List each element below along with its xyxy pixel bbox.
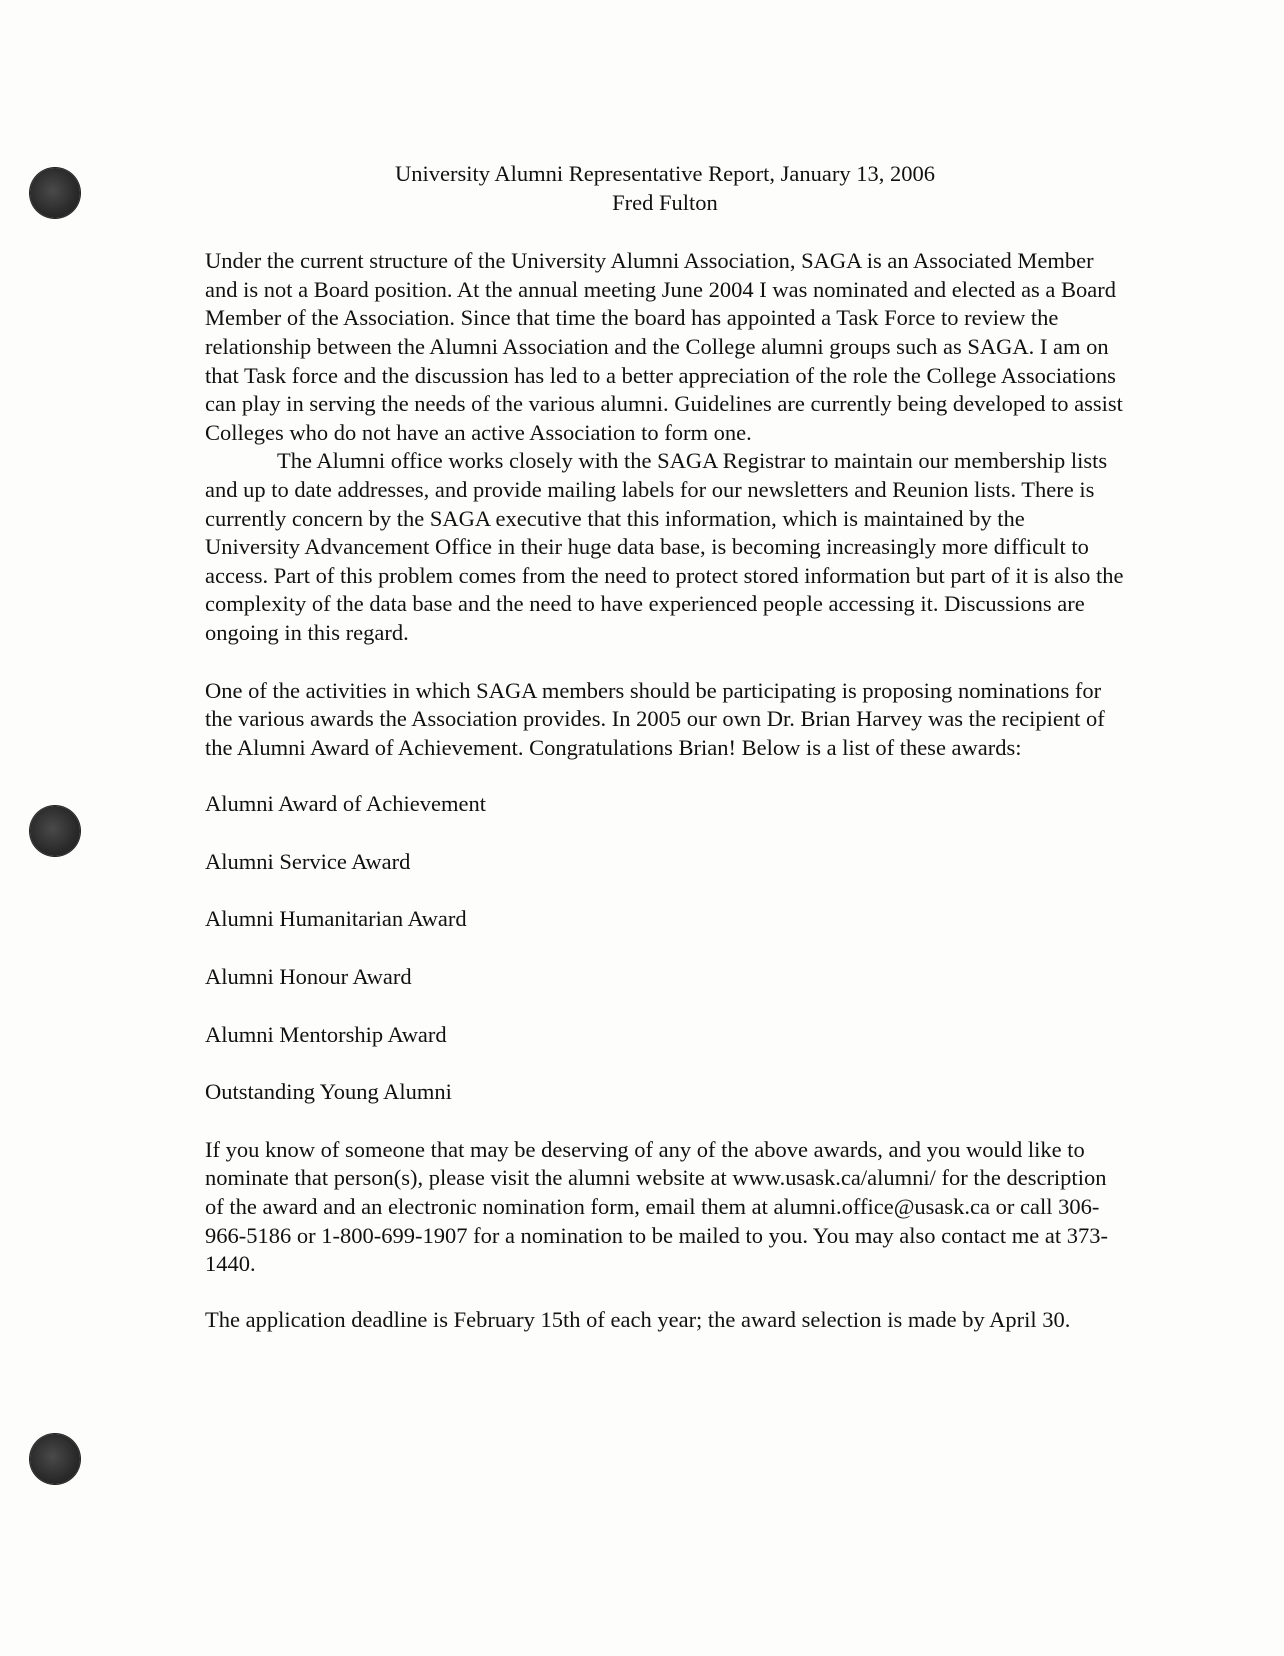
award-item: Alumni Honour Award <box>205 964 412 990</box>
paragraph-deadline: The application deadline is February 15th of each year; the award selection is made by April 30. <box>205 1306 1071 1332</box>
document-header <box>195 160 1135 217</box>
punch-hole-middle <box>30 806 80 856</box>
paragraph-structure: Under the current structure of the University Alumni Association, SAGA is an Associated Member and is not a Board position. At the annual meeting June 2004 I was nominated and elected as a Board Member of the Association. Since that time the board has appointed a Task Force to review the relationship between the Alumni Association and the College alumni groups such as SAGA. I am on that Task force and the discussion has led to a better appreciation of the role the College Associations can play in serving the needs of the various alumni. Guidelines are currently being developed to assist Colleges who do not have an active Association to form one. <box>205 248 1123 445</box>
document-title: University Alumni Representative Report, January 13, 2006 <box>395 161 935 186</box>
document-body <box>205 160 1125 1334</box>
paragraph-nomination: If you know of someone that may be deserving of any of the above awards, and you would like to nominate that person(s), please visit the alumni website at www.usask.ca/alumni/ for the description of the award and an electronic nomination form, email them at alumni.office@usask.ca or call 306-966-5186 or 1-800-699-1907 for a nomination to be mailed to you. You may also contact me at 373-1440. <box>205 1136 1108 1277</box>
award-item: Alumni Mentorship Award <box>205 1021 447 1047</box>
award-list <box>205 790 1125 1107</box>
award-item: Alumni Service Award <box>205 848 411 874</box>
award-item: Alumni Award of Achievement <box>205 791 486 817</box>
punch-hole-bottom <box>30 1434 80 1484</box>
paragraph-awards-intro: One of the activities in which SAGA members should be participating is proposing nominations for the various awards the Association provides. In 2005 our own Dr. Brian Harvey was the recipient of the Alumni Award of Achievement. Congratulations Brian! Below is a list of these awards: <box>205 677 1105 760</box>
award-item: Alumni Humanitarian Award <box>205 906 467 932</box>
award-item: Outstanding Young Alumni <box>205 1079 452 1105</box>
paragraph-membership: The Alumni office works closely with the SAGA Registrar to maintain our membership lists and up to date addresses, and provide mailing labels for our newsletters and Reunion lists. There is currently concern by the SAGA executive that this information, which is maintained by the University Advancement Office in their huge data base, is becoming increasingly more difficult to access. Part of this problem comes from the need to protect stored information but part of it is also the complexity of the data base and the need to have experienced people accessing it. Discussions are ongoing in this regard. <box>205 448 1124 645</box>
punch-hole-top <box>30 168 80 218</box>
document-author: Fred Fulton <box>612 189 718 215</box>
